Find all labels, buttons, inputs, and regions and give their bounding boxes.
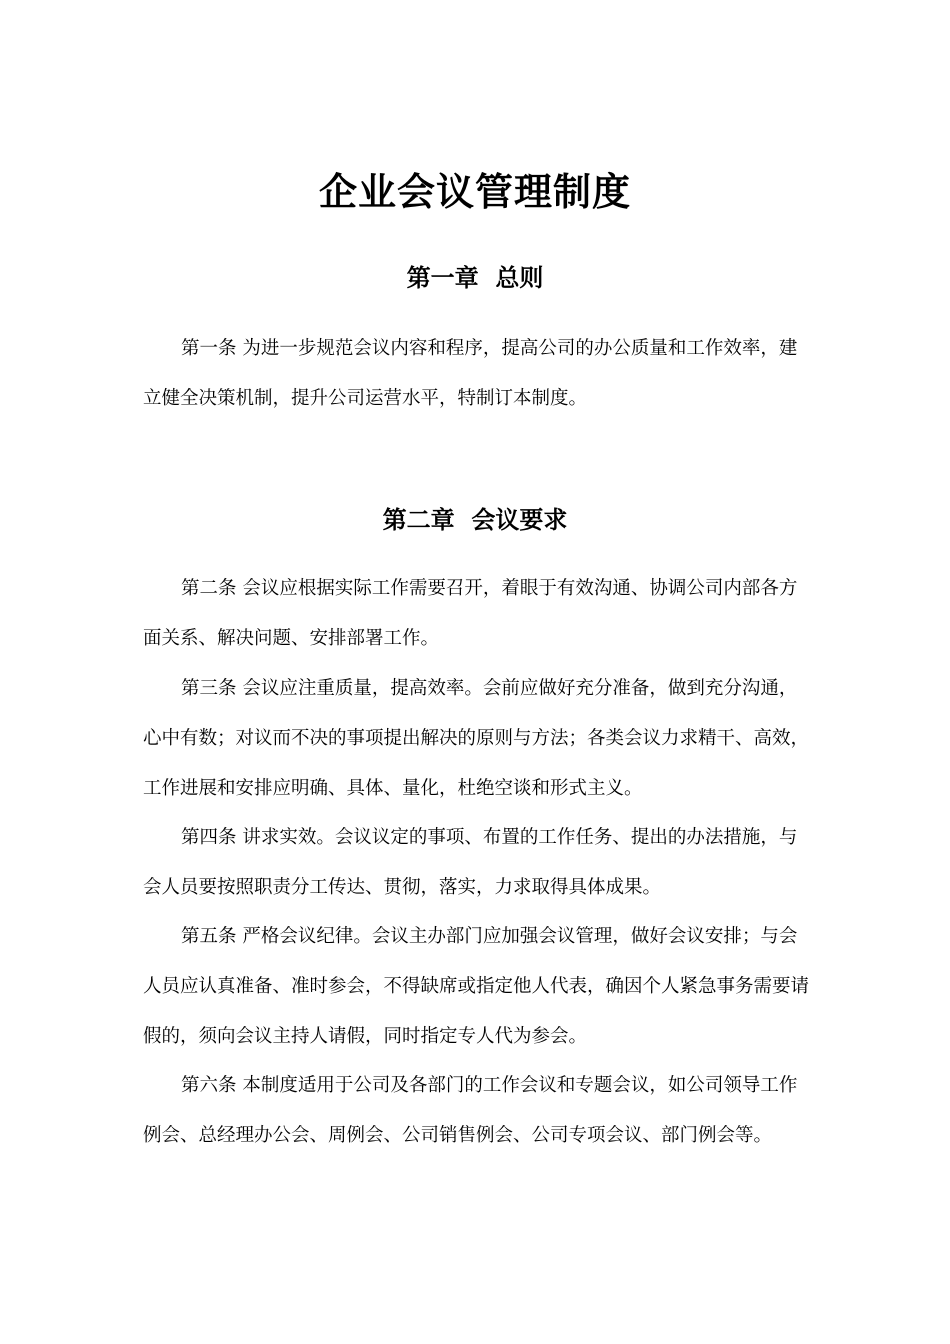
article-4: 第四条 讲求实效。会议议定的事项、布置的工作任务、提出的办法措施，与会人员要按照职责分工传达、贯彻，落实，力求取得具体成果。 bbox=[143, 827, 798, 898]
chapter-1-title: 第一章 总则 bbox=[406, 264, 544, 292]
article-3: 第三条 会议应注重质量，提高效率。会前应做好充分准备，做到充分沟通，心中有数；对议而不决的事项提出解决的原则与方法；各类会议力求精干、高效，工作进展和安排应明确、具体、量化，杜绝空谈和形式主义。 bbox=[143, 678, 810, 799]
article-1: 第一条 为进一步规范会议内容和程序，提高公司的办公质量和工作效率，建立健全决策机制，提升公司运营水平，特制订本制度。 bbox=[143, 338, 798, 409]
document-title: 企业会议管理制度 bbox=[318, 170, 631, 214]
article-5: 第五条 严格会议纪律。会议主办部门应加强会议管理，做好会议安排；与会人员应认真准备、准时参会，不得缺席或指定他人代表，确因个人紧急事务需要请假的，须向会议主持人请假，同时指定专人代为参会。 bbox=[143, 926, 810, 1047]
chapter-2-title: 第二章 会议要求 bbox=[382, 506, 568, 534]
article-2: 第二条 会议应根据实际工作需要召开，着眼于有效沟通、协调公司内部各方面关系、解决问题、安排部署工作。 bbox=[143, 578, 798, 649]
article-6: 第六条 本制度适用于公司及各部门的工作会议和专题会议，如公司领导工作例会、总经理办公会、周例会、公司销售例会、公司专项会议、部门例会等。 bbox=[143, 1075, 798, 1146]
